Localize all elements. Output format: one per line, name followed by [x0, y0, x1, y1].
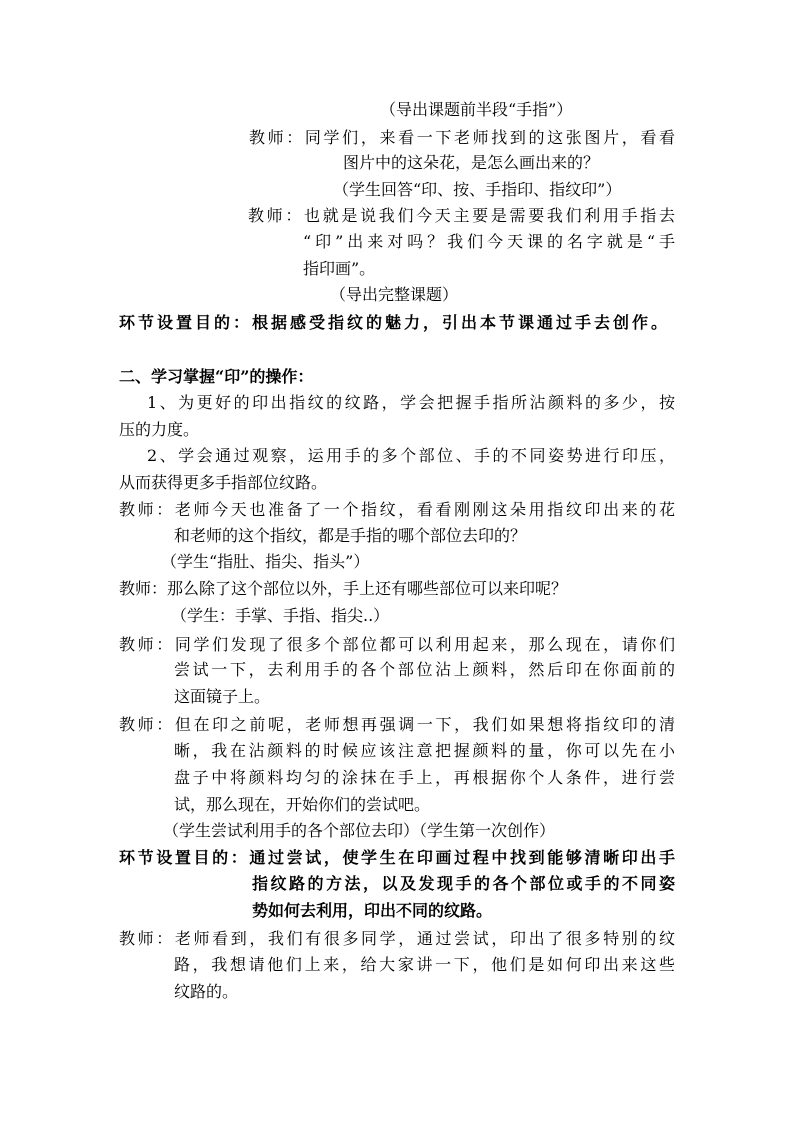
- text-line: 和老师的这个指纹，都是手指的哪个部位去印的？: [174, 526, 527, 545]
- section-heading: 二、学习掌握“印”的操作：: [119, 367, 314, 386]
- text-line: （学生尝试利用手的各个部位去印）（学生第一次创作）: [163, 821, 556, 840]
- text-line: 1、为更好的印出指纹的纹路，学会把握手指所沾颜料的多少，按: [147, 393, 675, 412]
- text-line: 纹路的。: [174, 982, 239, 1001]
- text-line: 2、学会通过观察，运用手的多个部位、手的不同姿势进行印压，: [147, 446, 675, 465]
- section-goal: 指纹路的方法，以及发现手的各个部位或手的不同姿: [252, 874, 675, 893]
- text-line: 教师：但在印之前呢，老师想再强调一下，我们如果想将指纹印的清: [119, 715, 675, 734]
- text-line: 教师：老师看到，我们有很多同学，通过尝试，印出了很多特别的纹: [119, 929, 675, 948]
- section-goal: 环节设置目的：根据感受指纹的魅力，引出本节课通过手去创作。: [119, 313, 667, 332]
- section-goal: 环节设置目的：通过尝试，使学生在印画过程中找到能够清晰印出手: [119, 848, 675, 867]
- text-line: 这面镜子上。: [174, 687, 271, 706]
- text-line: 尝试一下，去利用手的各个部位沾上颜料，然后印在你面前的: [174, 660, 675, 679]
- text-line: （学生“指肚、指尖、指头”）: [161, 552, 370, 571]
- section-goal: 势如何去利用，印出不同的纹路。: [252, 901, 493, 920]
- text-line: （学生：手掌、手指、指尖..）: [171, 606, 390, 625]
- text-line: 图片中的这朵花，是怎么画出来的？: [343, 153, 600, 172]
- text-line: 从而获得更多手指部位纹路。: [119, 473, 328, 492]
- text-line: 盘子中将颜料均匀的涂抹在手上，再根据你个人条件，进行尝: [174, 768, 675, 787]
- text-line: （导出完整课题）: [330, 285, 459, 304]
- text-line: 教师：老师今天也准备了一个指纹，看看刚刚这朵用指纹印出来的花: [119, 500, 675, 519]
- text-line: （学生回答“印、按、手指印、指纹印”）: [333, 180, 622, 199]
- text-line: 教师：那么除了这个部位以外，手上还有哪些部位可以来印呢？: [119, 579, 568, 598]
- text-line: 教师：也就是说我们今天主要是需要我们利用手指去: [248, 206, 675, 225]
- text-line: 教师：同学们，来看一下老师找到的这张图片，看看: [249, 128, 675, 147]
- text-line: 压的力度。: [119, 420, 200, 439]
- text-line: 教师：同学们发现了很多个部位都可以利用起来，那么现在，请你们: [119, 635, 675, 654]
- text-line: 试，那么现在，开始你们的尝试吧。: [174, 795, 431, 814]
- text-line: （导出课题前半段“手指”）: [380, 100, 573, 119]
- text-line: 晰，我在沾颜料的时候应该注意把握颜料的量，你可以先在小: [174, 741, 675, 760]
- text-line: 指印画”。: [303, 259, 376, 278]
- text-line: “印”出来对吗？我们今天课的名字就是“手: [303, 232, 675, 251]
- text-line: 路，我想请他们上来，给大家讲一下，他们是如何印出来这些: [174, 955, 675, 974]
